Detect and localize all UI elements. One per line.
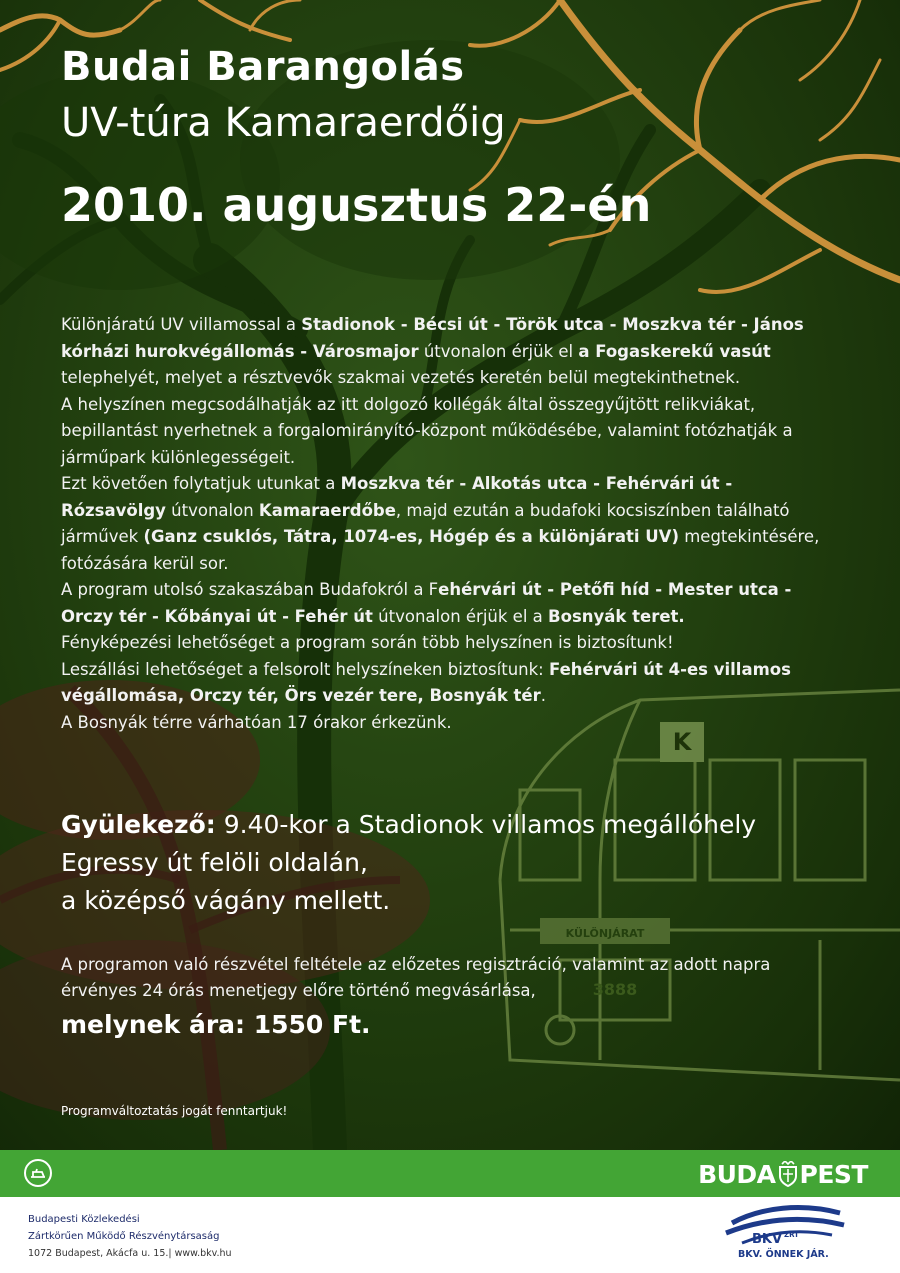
poster-subtitle: UV-túra Kamaraerdőig	[61, 100, 506, 146]
paragraph-route-2: Ezt követően folytatjuk utunkat a Moszkva tér - Alkotás utca - Fehérvári út - Rózsavölgy útvonalon Kamaraerdőbe, majd ezután a budafoki kocsiszínben található járművek (Ganz csuklós, Tátra, 1074-es, Hógép és a különjárati UV) megtekintésére, fotózására kerül sor.	[61, 474, 820, 573]
meeting-label: Gyülekező:	[61, 810, 216, 839]
bkv-slogan: BKV. ÖNNEK JÁR.	[738, 1249, 829, 1260]
registration-text: A programon való részvétel feltétele az előzetes regisztráció, valamint az adott napra érvényes 24 órás menetjegy előre történő megvásárlása,	[61, 955, 771, 1000]
footer-green-bar	[0, 1150, 900, 1197]
paragraph-route-1: Különjáratú UV villamossal a Stadionok - Bécsi út - Török utca - Moszkva tér - János kórházi hurokvégállomás - Városmajor útvonalon érjük el a Fogaskerekű vasút telephelyét, melyet a résztvevők szakmai vezetés keretén belül megtekinthetnek.	[61, 315, 804, 387]
cogwheel-railway-logo-icon	[24, 1159, 52, 1187]
paragraph-site: A helyszínen megcsodálhatják az itt dolgozó kollégák által összegyűjtött relikviákat, bepillantást nyerhetnek a forgalomirányító-központ működésébe, valamint fotózhatják a járműpark különlegességeit.	[61, 394, 793, 467]
svg-text:ZRT: ZRT	[784, 1231, 799, 1239]
svg-text:BKV: BKV	[752, 1232, 783, 1247]
description	[61, 312, 831, 736]
tram-number: 3888	[592, 980, 638, 999]
paragraph-photo: Fényképezési lehetőséget a program során több helyszínen is biztosítunk!	[61, 633, 674, 652]
meeting-point: Gyülekező: 9.40-kor a Stadionok villamos megállóhely Egressy út felöli oldalán, a középső vágány mellett.	[61, 810, 757, 915]
footer	[0, 1197, 900, 1273]
budapest-logo: BUDA PEST	[698, 1160, 868, 1189]
price: melynek ára: 1550 Ft.	[61, 1010, 371, 1039]
company-info: Budapesti Közlekedési Zártkörűen Működő Részvénytársaság 1072 Budapest, Akácfa u. 15.| www.bkv.hu	[28, 1211, 232, 1262]
event-date: 2010. augusztus 22-én	[61, 178, 652, 232]
tram-route-sign: K	[672, 728, 692, 756]
poster-title: Budai Barangolás	[61, 44, 465, 90]
paragraph-stops: Leszállási lehetőséget a felsorolt helyszíneken biztosítunk: Fehérvári út 4-es villamos végállomása, Orczy tér, Örs vezér tere, Bosnyák tér.	[61, 659, 791, 705]
tram-banner: KÜLÖNJÁRAT	[565, 927, 645, 940]
paragraph-route-3: A program utolsó szakaszában Budafokról a Fehérvári út - Petőfi híd - Mester utca - Orczy tér - Kőbányai út - Fehér út útvonalon érjük el a Bosnyák teret.	[61, 580, 792, 626]
paragraph-arrival: A Bosnyák térre várhatóan 17 órakor érkezünk.	[61, 712, 452, 732]
crest-icon	[777, 1161, 799, 1187]
company-address: 1072 Budapest, Akácfa u. 15.| www.bkv.hu	[28, 1248, 232, 1259]
change-note: Programváltoztatás jogát fenntartjuk!	[61, 1104, 288, 1118]
